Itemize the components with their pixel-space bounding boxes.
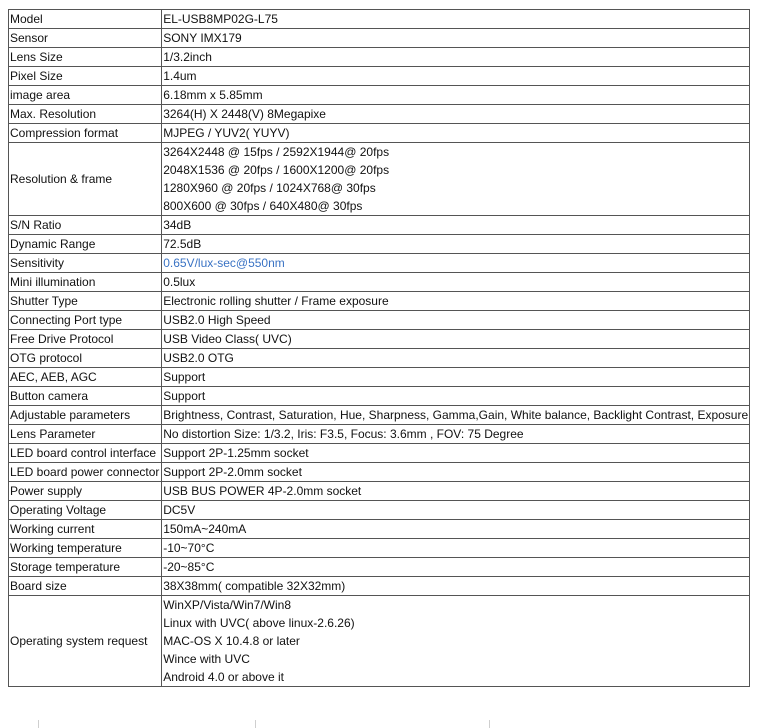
spec-label: Dynamic Range (9, 235, 162, 254)
spec-value: Brightness, Contrast, Saturation, Hue, Sharpness, Gamma,Gain, White balance, Backlight Contrast, Exposure (162, 406, 750, 425)
spec-value-line: 800X600 @ 30fps / 640X480@ 30fps (163, 199, 363, 213)
spec-value: Electronic rolling shutter / Frame exposure (162, 292, 750, 311)
spec-row (9, 216, 750, 235)
spec-label: Model (9, 10, 162, 29)
spec-value (162, 143, 750, 216)
spec-value: MJPEG / YUV2( YUYV) (162, 124, 750, 143)
spec-label: Working current (9, 520, 162, 539)
spec-label: Shutter Type (9, 292, 162, 311)
spec-value: Support 2P-2.0mm socket (162, 463, 750, 482)
spec-label: Sensor (9, 29, 162, 48)
spec-value-line: 3264X2448 @ 15fps / 2592X1944@ 20fps (163, 145, 390, 159)
spec-value: 0.65V/lux-sec@550nm (162, 254, 750, 273)
spec-label: Board size (9, 577, 162, 596)
spec-value: -20~85°C (162, 558, 750, 577)
spec-row (9, 254, 750, 273)
spec-row (9, 425, 750, 444)
spec-row (9, 273, 750, 292)
spec-value-line: MAC-OS X 10.4.8 or later (163, 634, 300, 648)
spec-label: Lens Size (9, 48, 162, 67)
spec-row (9, 577, 750, 596)
spec-row (9, 501, 750, 520)
spec-label: LED board control interface (9, 444, 162, 463)
spec-label: Connecting Port type (9, 311, 162, 330)
spec-label: Operating system request (9, 596, 162, 687)
spec-label: LED board power connector (9, 463, 162, 482)
spec-row (9, 48, 750, 67)
spec-label: Compression format (9, 124, 162, 143)
spec-value: SONY IMX179 (162, 29, 750, 48)
spec-row (9, 143, 750, 216)
spec-row (9, 349, 750, 368)
spec-row (9, 330, 750, 349)
spec-value-line: 2048X1536 @ 20fps / 1600X1200@ 20fps (163, 163, 390, 177)
spec-row (9, 105, 750, 124)
spec-value: -10~70°C (162, 539, 750, 558)
spec-value-line: Android 4.0 or above it (163, 670, 284, 684)
spec-row (9, 235, 750, 254)
footer-strip (0, 718, 761, 728)
spec-label: Max. Resolution (9, 105, 162, 124)
spec-value: Support (162, 387, 750, 406)
spec-value-line: WinXP/Vista/Win7/Win8 (163, 598, 292, 612)
spec-label: Resolution & frame (9, 143, 162, 216)
spec-value (162, 596, 750, 687)
spec-label: OTG protocol (9, 349, 162, 368)
spec-row (9, 539, 750, 558)
spec-table-body (9, 10, 750, 687)
spec-value: 0.5lux (162, 273, 750, 292)
spec-row (9, 29, 750, 48)
spec-label: Working temperature (9, 539, 162, 558)
spec-value: No distortion Size: 1/3.2, Iris: F3.5, Focus: 3.6mm , FOV: 75 Degree (162, 425, 750, 444)
spec-value-line: 1280X960 @ 20fps / 1024X768@ 30fps (163, 181, 376, 195)
spec-label: Lens Parameter (9, 425, 162, 444)
spec-label: Operating Voltage (9, 501, 162, 520)
spec-value: 38X38mm( compatible 32X32mm) (162, 577, 750, 596)
spec-row (9, 406, 750, 425)
spec-label: Sensitivity (9, 254, 162, 273)
spec-row (9, 292, 750, 311)
spec-value: 72.5dB (162, 235, 750, 254)
spec-label: Power supply (9, 482, 162, 501)
spec-row (9, 368, 750, 387)
spec-row (9, 520, 750, 539)
spec-row (9, 124, 750, 143)
spec-value: 3264(H) X 2448(V) 8Megapixe (162, 105, 750, 124)
footer-divider (489, 720, 490, 728)
spec-value: Support (162, 368, 750, 387)
spec-row (9, 387, 750, 406)
spec-row (9, 596, 750, 687)
spec-value-line: Linux with UVC( above linux-2.6.26) (163, 616, 355, 630)
spec-table (8, 9, 750, 687)
spec-row (9, 482, 750, 501)
footer-divider (38, 720, 39, 728)
spec-label: Adjustable parameters (9, 406, 162, 425)
spec-value: EL-USB8MP02G-L75 (162, 10, 750, 29)
spec-label: S/N Ratio (9, 216, 162, 235)
spec-label: Pixel Size (9, 67, 162, 86)
spec-label: Free Drive Protocol (9, 330, 162, 349)
spec-value: USB BUS POWER 4P-2.0mm socket (162, 482, 750, 501)
spec-value: USB2.0 High Speed (162, 311, 750, 330)
spec-value-line: Wince with UVC (163, 652, 250, 666)
spec-label: image area (9, 86, 162, 105)
spec-label: Mini illumination (9, 273, 162, 292)
spec-value: Support 2P-1.25mm socket (162, 444, 750, 463)
spec-value: USB Video Class( UVC) (162, 330, 750, 349)
spec-label: Button camera (9, 387, 162, 406)
spec-value: DC5V (162, 501, 750, 520)
spec-value: 150mA~240mA (162, 520, 750, 539)
spec-row (9, 86, 750, 105)
spec-label: Storage temperature (9, 558, 162, 577)
spec-value: 6.18mm x 5.85mm (162, 86, 750, 105)
spec-value: 34dB (162, 216, 750, 235)
spec-label: AEC, AEB, AGC (9, 368, 162, 387)
spec-row (9, 311, 750, 330)
spec-row (9, 558, 750, 577)
spec-row (9, 463, 750, 482)
footer-divider (255, 720, 256, 728)
spec-value: USB2.0 OTG (162, 349, 750, 368)
spec-row (9, 67, 750, 86)
spec-value: 1/3.2inch (162, 48, 750, 67)
spec-row (9, 10, 750, 29)
spec-row (9, 444, 750, 463)
spec-value: 1.4um (162, 67, 750, 86)
